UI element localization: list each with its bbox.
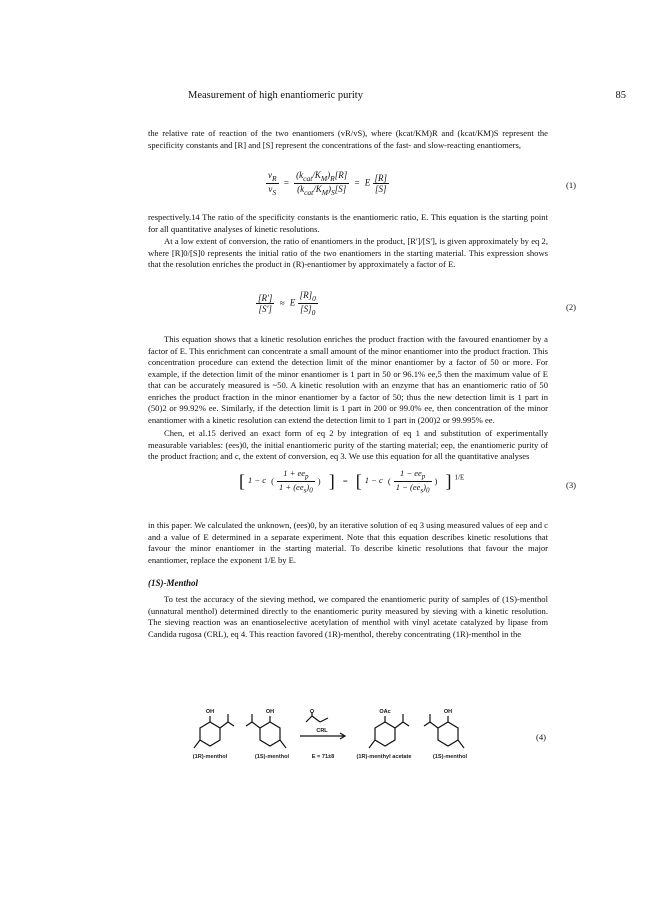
- molecule-1s-menthol-b: [424, 714, 464, 748]
- molecule-1r-menthyl-acetate: [369, 714, 409, 748]
- equation-1: [148, 166, 576, 206]
- equation-2-body: $\frac{[R']}{[S']}$ ≈ E $\frac{[R]_0}{[S]_0}$: [258, 290, 316, 317]
- paragraph-7: To test the accuracy of the sieving method, we compared the enantiomeric purity of samples of (1S)-menthol (unnatural menthol) determined directly to the enantiomeric purity measured by sieving with a kinetic resolution. The sieving reaction was an enantioselective acetylation of menthol with vinyl acetate catalyzed by lipase from Candida rugosa (CRL), eq 4. This reaction favored (1R)-menthol, thereby concentrating (1R)-menthol in the: [148, 594, 548, 639]
- equation-4-number: (4): [535, 732, 546, 742]
- paragraph-6: in this paper. We calculated the unknown, (ees)0, by an iterative solution of eq 3 using measured values of eep and c and a value of E determined in a separate experiment. Note that this equation describes kinetic resolutions that favour the minor enantiomer in the starting material. To describe kinetic resolutions that favour the major enantiomer, replace the exponent 1/E by E.: [148, 520, 548, 565]
- reagent-label: CRL: [316, 728, 328, 734]
- molecule-1r-menthol: [194, 714, 234, 748]
- paragraph-2: respectively.14 The ratio of the specificity constants is the enantiomeric ratio, E. This equation is the starting point for all quantitative analyses of kinetic resolutions.: [148, 212, 548, 234]
- label-e-value: E = 71±8: [311, 754, 335, 760]
- label-1s-menthol-a: (1S)-menthol: [254, 754, 290, 760]
- header-title: Measurement of high enantiomeric purity: [188, 90, 363, 101]
- paragraph-1: the relative rate of reaction of the two enantiomers (vR/vS), where (kcat/KM)R and (kcat/KM)S represent the specificity constants and [R] and [S] represent the concentrations of the fast- and slow-reacting enantiomers,: [148, 128, 548, 150]
- group-oh-3: OH: [443, 709, 453, 715]
- equation-3-body: [ 1 − c ( $\frac{1 + ee_p}{1 + (ee_s)_0}$ ) ] = [ 1 − c ( $\frac{1 - ee_p}{1 - (ee_s)_0}$ ) ] $^{1/E}$: [239, 468, 465, 495]
- page-number: 85: [615, 90, 626, 101]
- equation-2-number: (2): [565, 302, 576, 312]
- molecule-1s-menthol-a: [246, 714, 286, 748]
- paragraph-4: This equation shows that a kinetic resolution enriches the product fraction with the favoured enantiomer by a factor of E. This enrichment can concentrate a small amount of the minor enantiomer into the product fraction. This concentration procedure can extend the detection limit of the minor enantiomer by a factor of 50 or more. For example, if the detection limit of the minor enantiomer is 1 part in 50 or 96.1% ee,5 then the maximum value of E that can be accurately measured is ~50. A kinetic resolution with an enzyme that has an enantiomeric ratio of 50 enriches the product fraction in the minor enantiomer by a factor of 50; thus the new detection limit is 1 part in (50)2 or 99.92% ee. Similarly, if the detection limit is 1 part in 200 or 99.0% ee, then concentration of the minor enantiomer with a kinetic resolution can extend the detection limit to 1 part in (200)2 or 99.995% ee.: [148, 334, 548, 425]
- group-o: O: [309, 709, 315, 715]
- paragraph-5: Chen, et al.15 derived an exact form of eq 2 by integration of eq 1 and substitution of experimentally measurable variables: (ees)0, the initial enantiomeric purity of the starting material; eep, the enantiomeric purity of the product fraction; and c, the extent of conversion, eq 3. We use this equation for all the quantitative analyses: [148, 428, 548, 461]
- group-oh-1: OH: [205, 709, 215, 715]
- label-1s-menthol-b: (1S)-menthol: [432, 754, 468, 760]
- group-oac: OAc: [379, 709, 391, 715]
- equation-1-number: (1): [565, 180, 576, 190]
- equation-1-body: $\frac{v_R}{v_S}$ = $\frac{(k_{cat}/K_M)_R[R]}{(k_{cat}/K_M)_S[S]}$ = E $\frac{[R]}{[S]}$: [268, 170, 388, 197]
- paragraph-3: At a low extent of conversion, the ratio of enantiomers in the product, [R']/[S'], is given approximately by eq 2, where [R]0/[S]0 represents the initial ratio of the two enantiomers in the starting material. This expression shows that the resolution enriches the product in (R)-enantiomer by approximately a factor of E.: [148, 236, 548, 269]
- equation-3-number: (3): [565, 480, 576, 490]
- equation-2: [148, 288, 576, 328]
- equation-3: [148, 462, 576, 512]
- reaction-scheme: [170, 706, 546, 766]
- group-oh-2: OH: [265, 709, 275, 715]
- label-1r-menthol: (1R)-menthol: [192, 754, 228, 760]
- section-heading: (1S)-Menthol: [148, 578, 199, 588]
- label-1r-menthyl-acetate: (1R)-menthyl acetate: [356, 754, 412, 760]
